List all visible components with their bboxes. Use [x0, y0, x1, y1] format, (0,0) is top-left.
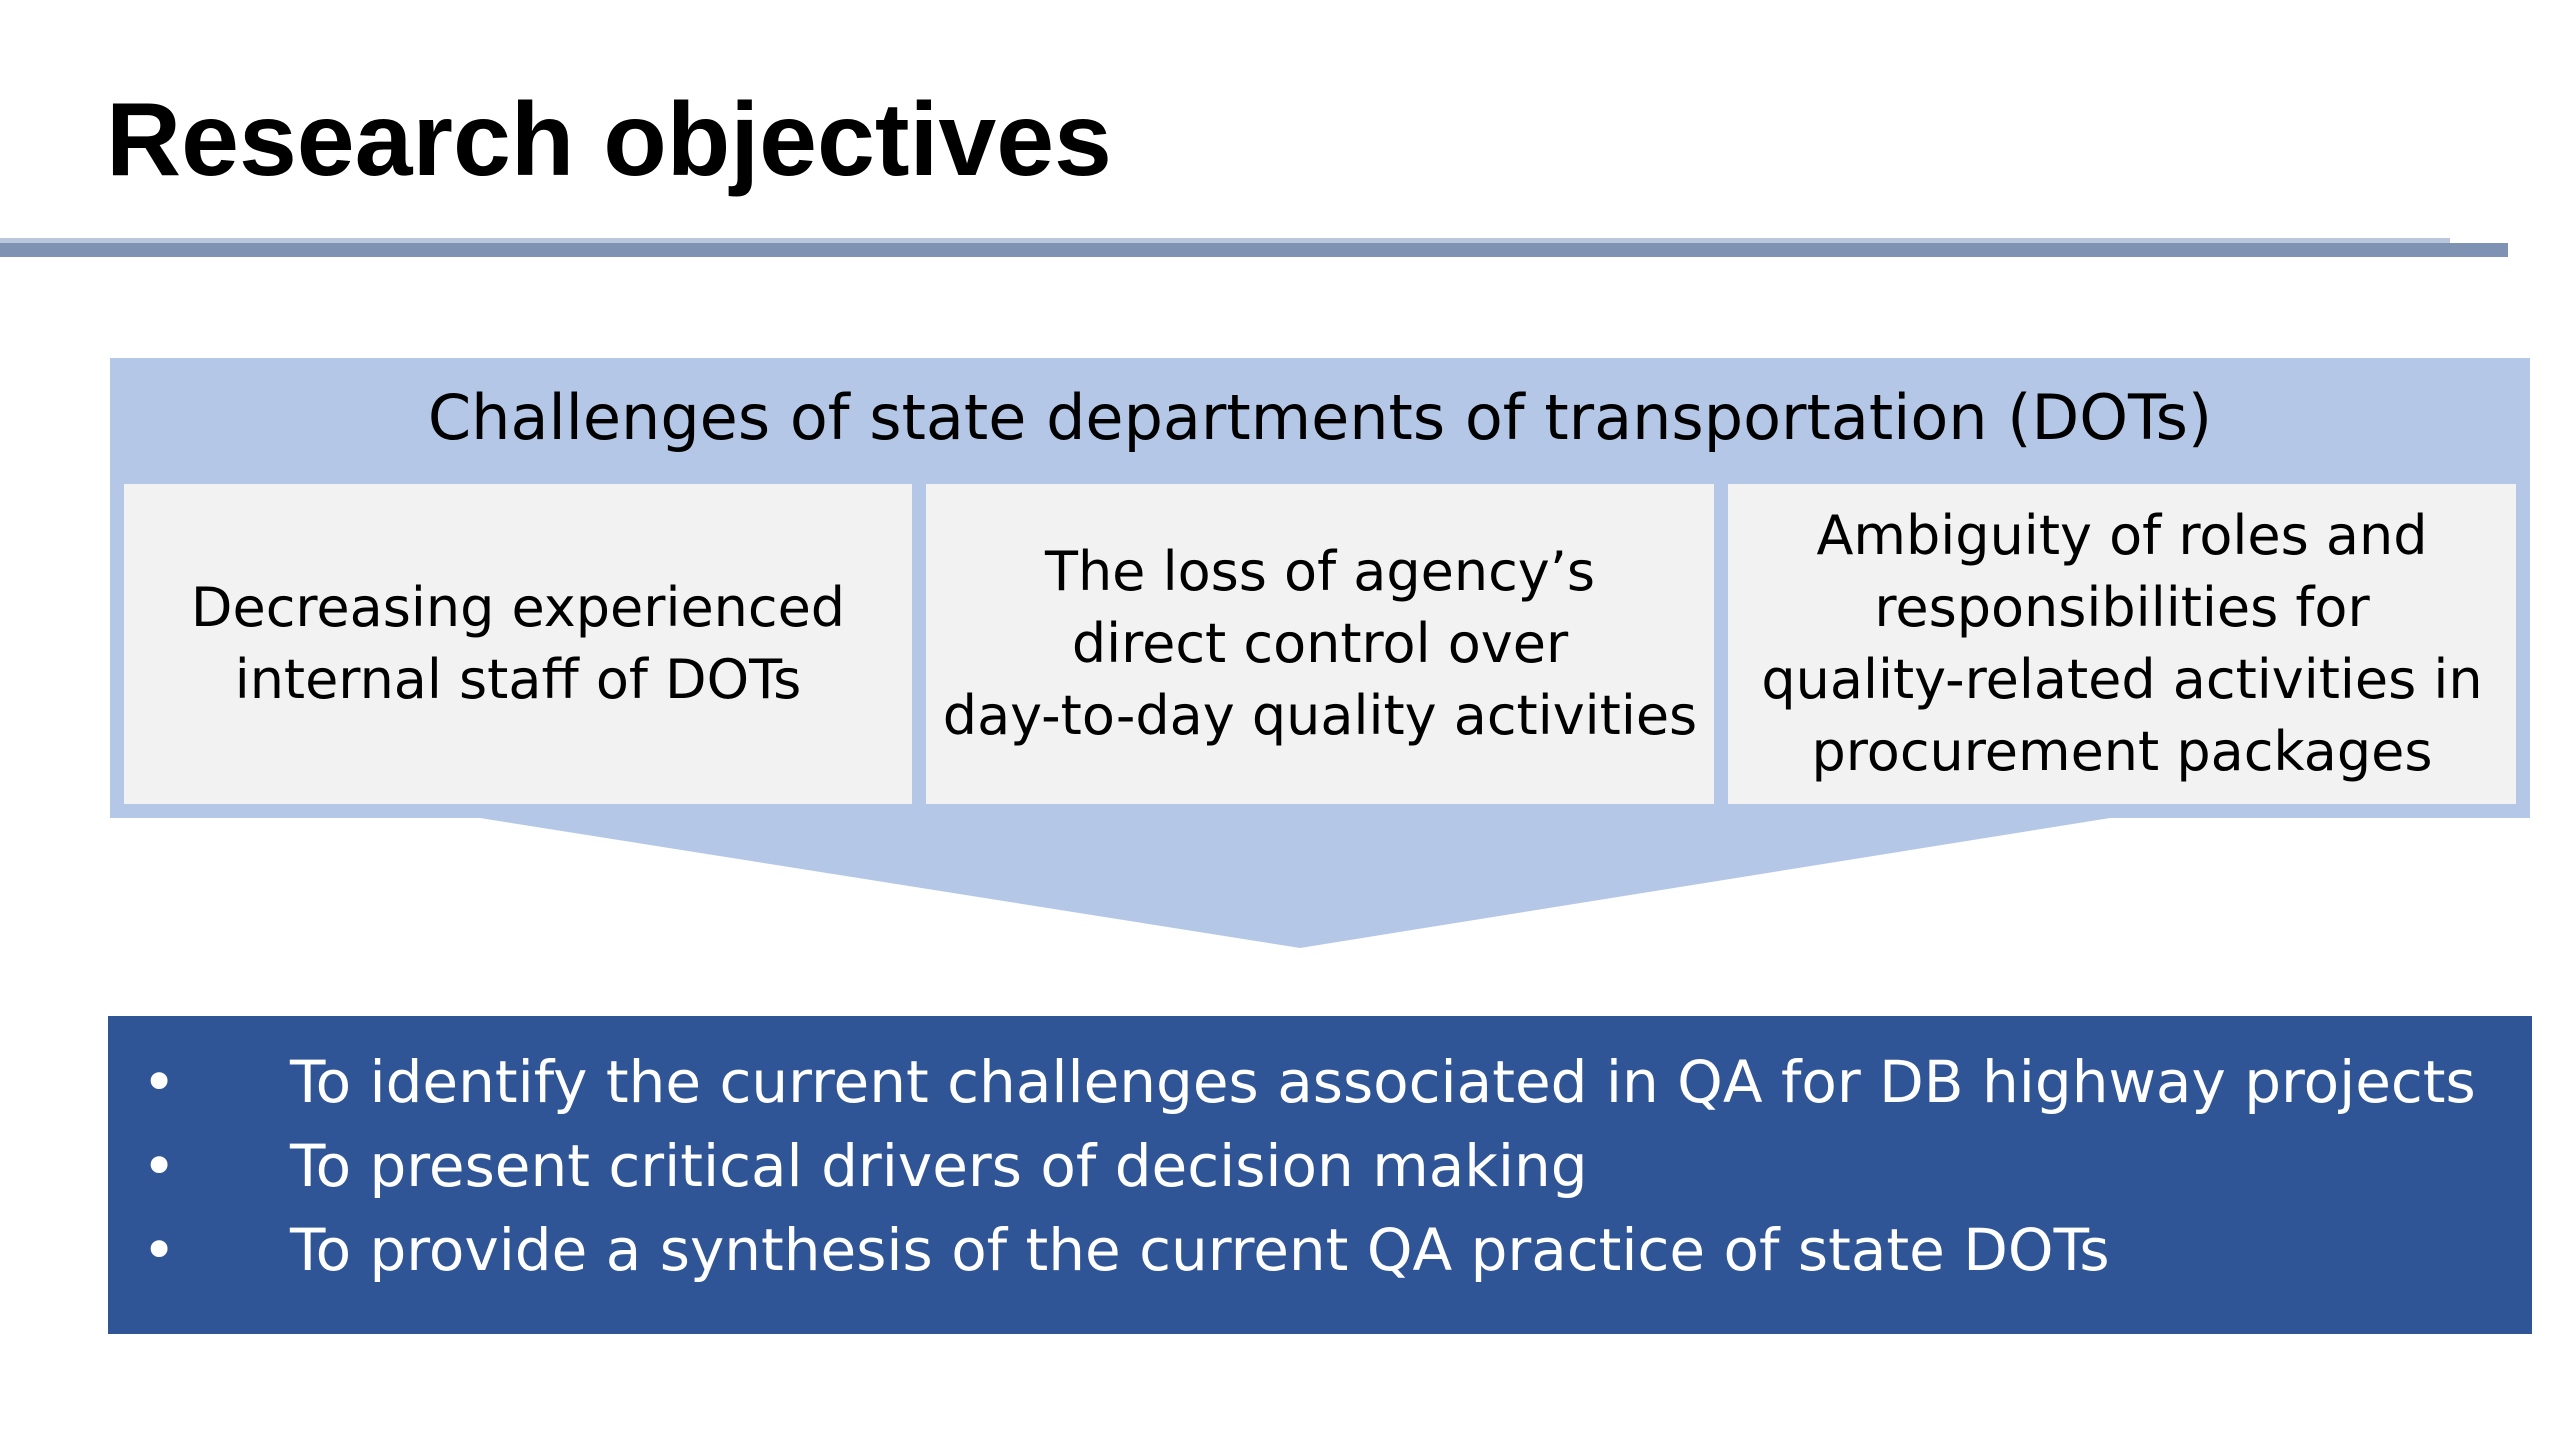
challenge-line: The loss of agency’s	[1044, 540, 1596, 603]
challenge-cell-ambiguity	[1728, 484, 2516, 804]
challenge-cell-staff	[124, 484, 912, 804]
objective-text: To present critical drivers of decision making	[290, 1132, 1588, 1200]
challenges-heading: Challenges of state departments of transportation (DOTs)	[427, 381, 2213, 454]
challenge-line: Ambiguity of roles and	[1816, 504, 2428, 567]
title-underline	[0, 243, 2508, 257]
challenges-panel	[110, 358, 2530, 818]
challenge-line: Decreasing experienced	[190, 576, 846, 639]
bullet-icon: •	[142, 1216, 177, 1284]
challenges-cells	[124, 484, 2516, 804]
down-arrow-polygon	[480, 818, 2110, 948]
challenge-line: responsibilities for	[1874, 576, 2370, 639]
challenge-line: direct control over	[1071, 612, 1569, 675]
challenge-line: procurement packages	[1811, 720, 2433, 783]
objectives-box	[108, 1016, 2532, 1334]
objectives-list	[128, 1040, 2532, 1292]
slide-title: Research objectives	[106, 82, 1112, 198]
challenge-line: quality-related activities in	[1761, 648, 2483, 711]
objective-text: To provide a synthesis of the current QA practice of state DOTs	[290, 1216, 2110, 1284]
challenge-text-control	[943, 536, 1697, 752]
challenge-text-ambiguity	[1761, 500, 2482, 788]
bullet-icon: •	[142, 1048, 177, 1116]
objective-text: To identify the current challenges associated in QA for DB highway projects	[290, 1048, 2476, 1116]
challenge-text-staff	[191, 572, 845, 716]
challenge-cell-control	[926, 484, 1714, 804]
challenge-line: internal staff of DOTs	[234, 648, 802, 711]
objective-item	[128, 1124, 2532, 1208]
challenge-line: day-to-day quality activities	[942, 684, 1698, 747]
bullet-icon: •	[142, 1132, 177, 1200]
objective-item	[128, 1040, 2532, 1124]
objective-item	[128, 1208, 2532, 1292]
